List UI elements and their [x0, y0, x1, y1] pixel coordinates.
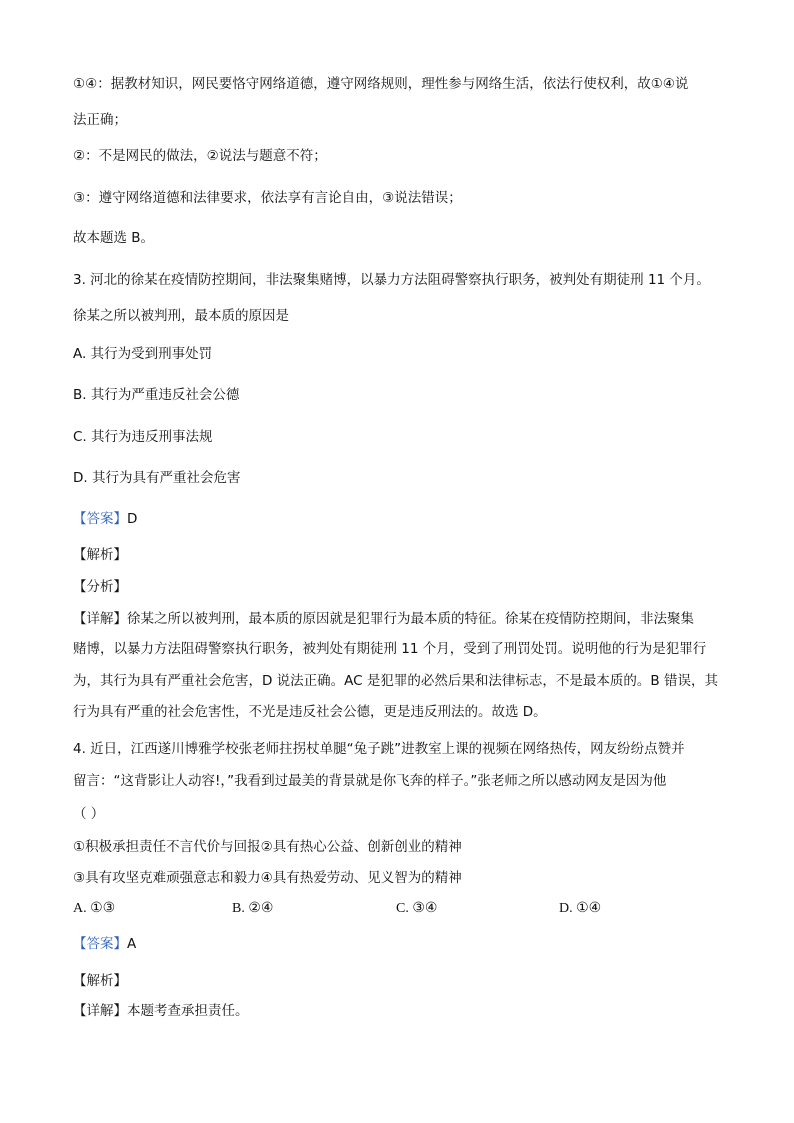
- answer-value: A: [127, 936, 137, 952]
- q4-stem-line-2: 留言：“这背影让人动容!，”我看到过最美的背景就是你飞奔的样子。”张老师之所以感动网友是因为他: [73, 773, 667, 789]
- detail-text: 徐某之所以被判刑，最本质的原因就是犯罪行为最本质的特征。徐某在疫情防控期间，非法聚集: [127, 611, 694, 627]
- q4-options: [73, 900, 693, 918]
- q2-conclusion: 故本题选 B。: [73, 230, 155, 246]
- q4-option-a: A. ①③: [73, 901, 116, 916]
- q3-option-a: A. 其行为受到刑事处罚: [73, 346, 213, 362]
- q2-explanation-line-2: 法正确；: [73, 112, 127, 128]
- q3-detail-line-1: [73, 610, 694, 628]
- q3-stem-line-2: 徐某之所以被判刑，最本质的原因是: [73, 308, 289, 324]
- q4-stem-line-1: 4. 近日，江西遂川博雅学校张老师拄拐杖单腿“兔子跳”进教室上课的视频在网络热传，网友纷纷点赞并: [73, 741, 685, 757]
- q3-option-b: B. 其行为严重违反社会公德: [73, 387, 240, 403]
- q4-analysis-tag: 【解析】: [73, 973, 127, 989]
- q4-option-d: D. ①④: [559, 901, 602, 916]
- q4-answer: [73, 935, 136, 953]
- q2-explanation-line-3: ②：不是网民的做法，②说法与题意不符；: [73, 148, 327, 164]
- q4-option-c: C. ③④: [396, 901, 438, 916]
- q4-detail-line-1: [73, 1002, 249, 1020]
- q3-fenxi-tag: 【分析】: [73, 579, 127, 595]
- answer-tag: 【答案】: [73, 936, 127, 952]
- q3-analysis-tag: 【解析】: [73, 547, 127, 563]
- q2-explanation-line-1: ①④：据教材知识，网民要恪守网络道德，遵守网络规则，理性参与网络生活，依法行使权利，故①④说: [73, 76, 689, 92]
- q2-explanation-line-4: ③：遵守网络道德和法律要求，依法享有言论自由，③说法错误；: [73, 190, 462, 206]
- answer-value: D: [127, 511, 138, 527]
- detail-text: 本题考查承担责任。: [127, 1003, 249, 1019]
- q3-option-d: D. 其行为具有严重社会危害: [73, 470, 241, 486]
- q4-option-b: B. ②④: [232, 901, 274, 916]
- q3-detail-line-2: 赌博，以暴力方法阻碍警察执行职务，被判处有期徒刑 11 个月，受到了刑罚处罚。说明他的行为是犯罪行: [73, 641, 707, 657]
- detail-tag: 【详解】: [73, 611, 127, 627]
- q4-items-line-2: ③具有攻坚克难顽强意志和毅力④具有热爱劳动、见义智为的精神: [73, 870, 462, 886]
- answer-tag: 【答案】: [73, 511, 127, 527]
- q4-stem-line-3: （ ）: [73, 806, 105, 822]
- q3-detail-line-3: 为，其行为具有严重社会危害，D 说法正确。AC 是犯罪的必然后果和法律标志，不是最本质的。B 错误，其: [73, 673, 718, 689]
- q4-items-line-1: ①积极承担责任不言代价与回报②具有热心公益、创新创业的精神: [73, 839, 462, 855]
- q3-option-c: C. 其行为违反刑事法规: [73, 429, 213, 445]
- q3-stem-line-1: 3. 河北的徐某在疫情防控期间，非法聚集赌博，以暴力方法阻碍警察执行职务，被判处有期徒刑 11 个月。: [73, 272, 710, 288]
- q3-answer: [73, 510, 137, 528]
- detail-tag: 【详解】: [73, 1003, 127, 1019]
- q3-detail-line-4: 行为具有严重的社会危害性，不光是违反社会公德，更是违反刑法的。故选 D。: [73, 704, 547, 720]
